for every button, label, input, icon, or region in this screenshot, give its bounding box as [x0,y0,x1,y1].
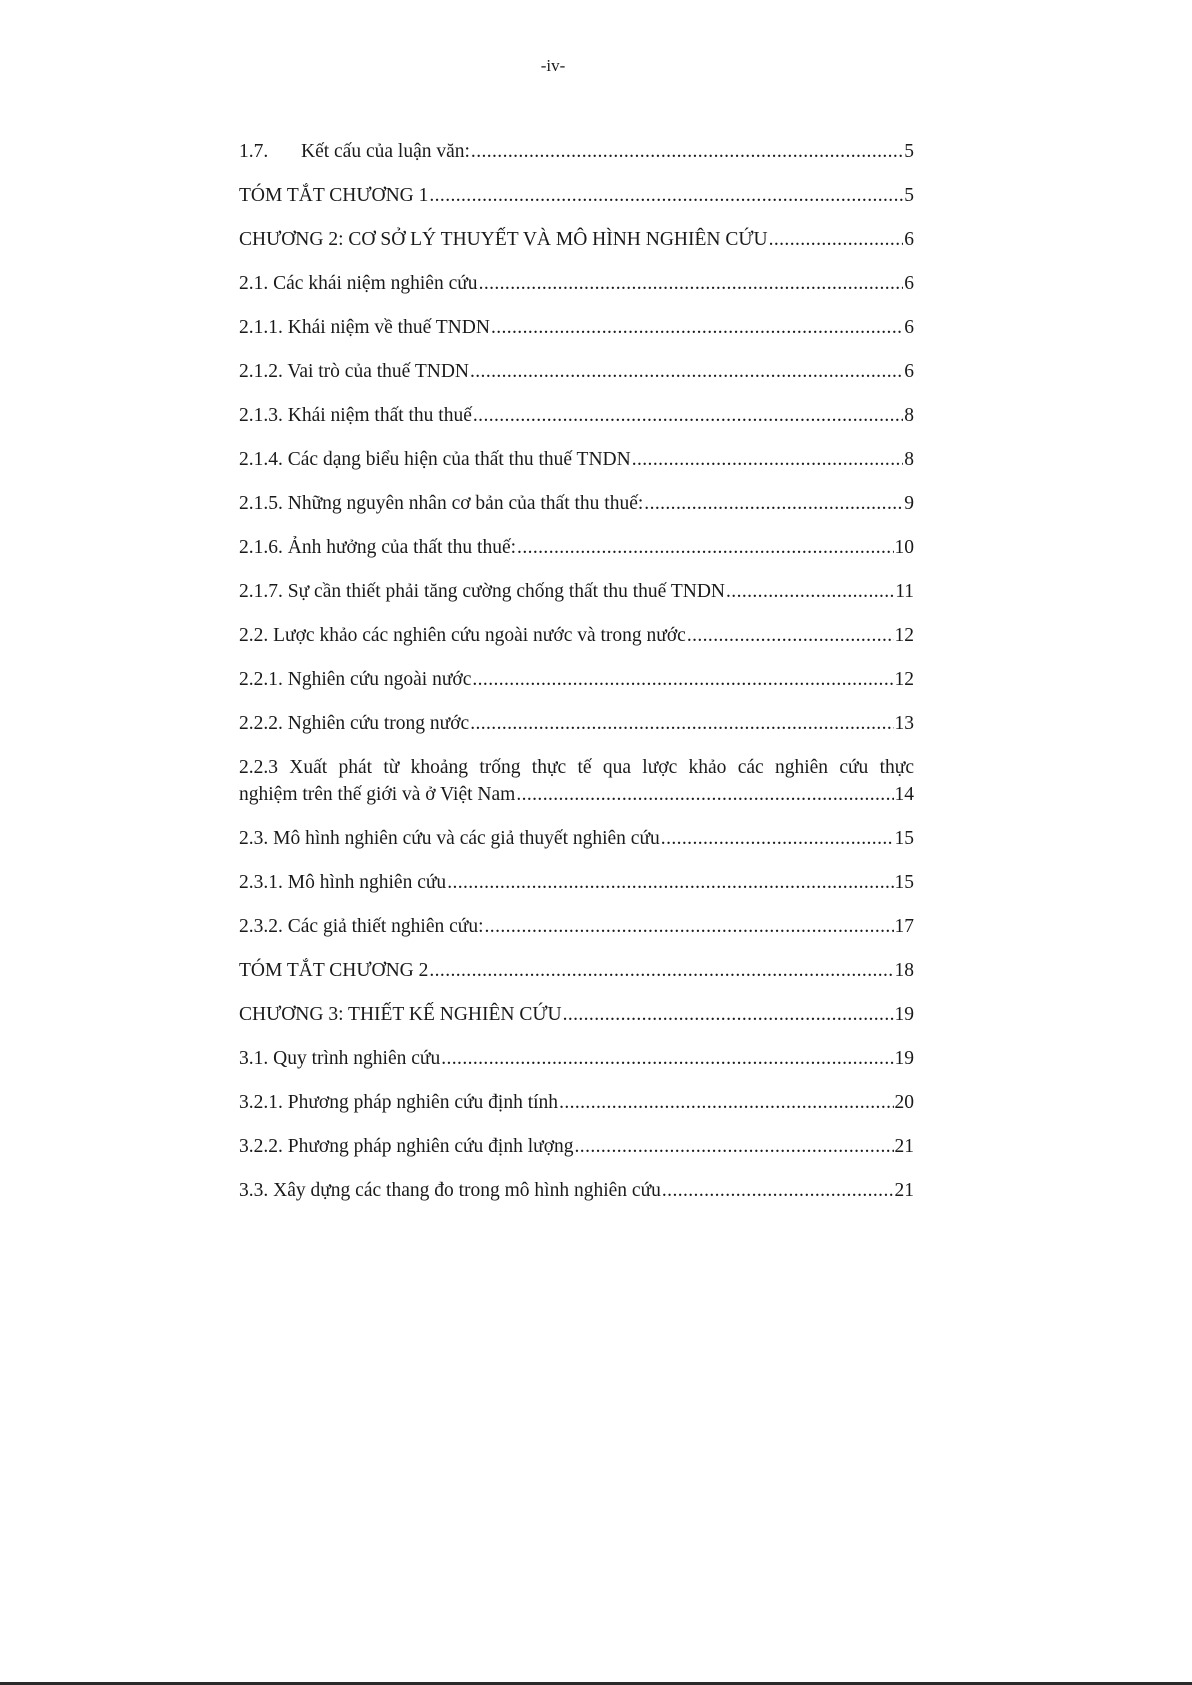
toc-leader-dots [632,446,904,473]
toc-entry[interactable] [239,490,914,534]
toc-entry[interactable] [239,1133,914,1177]
toc-entry-page: 12 [894,625,914,646]
toc-entry[interactable] [239,1045,914,1089]
toc-entry[interactable] [239,226,914,270]
toc-entry[interactable] [239,622,914,666]
toc-leader-dots [563,1001,894,1028]
toc-entry-title: 2.3.2. Các giả thiết nghiên cứu: [239,916,484,937]
toc-leader-dots [447,869,893,896]
toc-entry-title: 3.2.1. Phương pháp nghiên cứu định tính [239,1092,559,1113]
toc-leader-dots [687,622,894,649]
toc-entry[interactable] [239,666,914,710]
toc-entry-page: 6 [904,229,914,250]
toc-entry-page: 6 [904,273,914,294]
toc-entry-page: 12 [894,669,914,690]
toc-entry-title: 2.2. Lược khảo các nghiên cứu ngoài nước và trong nước [239,625,686,646]
toc-entry-title: 2.2.2. Nghiên cứu trong nước [239,713,470,734]
toc-entry[interactable] [239,314,914,358]
toc-entry[interactable] [239,913,914,957]
toc-leader-dots [441,1045,893,1072]
toc-entry-page: 19 [894,1004,914,1025]
toc-entry-title: TÓM TẮT CHƯƠNG 1 [239,185,429,206]
toc-entry[interactable] [239,446,914,490]
toc-entry-title: 3.3. Xây dựng các thang đo trong mô hình nghiên cứu [239,1180,661,1201]
toc-entry-title-line1: 2.2.3 Xuất phát từ khoảng trống thực tế qua lược khảo các nghiên cứu thực [239,757,914,778]
toc-leader-dots [429,957,893,984]
toc-entry-title: 2.1.2. Vai trò của thuế TNDN [239,361,469,382]
toc-entry-title: 2.1.3. Khái niệm thất thu thuế [239,405,472,426]
toc-entry[interactable] [239,270,914,314]
toc-entry[interactable] [239,534,914,578]
toc-entry-page: 17 [894,916,914,937]
toc-entry-page: 15 [894,872,914,893]
toc-leader-dots [491,314,903,341]
toc-entry-title: 2.2.1. Nghiên cứu ngoài nước [239,669,472,690]
toc-leader-dots [470,710,893,737]
toc-entry-title: CHƯƠNG 2: CƠ SỞ LÝ THUYẾT VÀ MÔ HÌNH NGHIÊN CỨU [239,229,768,250]
toc-entry-title-line2: nghiệm trên thế giới và ở Việt Nam [239,784,516,805]
toc-leader-dots [575,1133,894,1160]
toc-leader-dots [473,402,903,429]
toc-entry-page: 14 [894,784,914,805]
toc-leader-dots [479,270,904,297]
toc-leader-dots [429,182,903,209]
toc-leader-dots [662,1177,894,1204]
toc-entry-title: TÓM TẮT CHƯƠNG 2 [239,960,429,981]
toc-leader-dots [769,226,904,253]
toc-leader-dots [472,666,893,693]
toc-entry[interactable] [239,1089,914,1133]
table-of-contents [239,138,914,1221]
toc-entry-page: 21 [894,1136,914,1157]
toc-entry-title: CHƯƠNG 3: THIẾT KẾ NGHIÊN CỨU [239,1004,562,1025]
toc-leader-dots [485,913,894,940]
toc-entry-number: 1.7. [239,141,269,162]
toc-leader-dots [661,825,894,852]
toc-leader-dots [559,1089,893,1116]
toc-leader-dots [726,578,894,605]
toc-entry-page: 13 [894,713,914,734]
toc-leader-dots [471,138,903,165]
toc-entry[interactable] [239,182,914,226]
toc-leader-dots [644,490,903,517]
toc-entry-page: 8 [904,405,914,426]
toc-entry-title: 2.1.6. Ảnh hưởng của thất thu thuế: [239,537,517,558]
toc-entry[interactable] [239,402,914,446]
toc-entry-title: 2.1.4. Các dạng biểu hiện của thất thu thuế TNDN [239,449,631,470]
toc-entry[interactable] [239,825,914,869]
toc-entry-page: 6 [904,317,914,338]
toc-entry-page: 6 [904,361,914,382]
toc-entry-title: 3.1. Quy trình nghiên cứu [239,1048,441,1069]
toc-entry-page: 21 [894,1180,914,1201]
toc-entry-title: 3.2.2. Phương pháp nghiên cứu định lượng [239,1136,574,1157]
toc-entry[interactable] [239,358,914,402]
toc-entry-page: 18 [894,960,914,981]
toc-leader-dots [517,534,893,561]
toc-entry-page: 11 [895,581,914,602]
toc-entry-title: 2.1.5. Những nguyên nhân cơ bản của thất thu thuế: [239,493,644,514]
toc-entry[interactable] [239,957,914,1001]
toc-entry-title: 2.3.1. Mô hình nghiên cứu [239,872,447,893]
toc-entry-page: 20 [894,1092,914,1113]
toc-entry-page: 5 [904,185,914,206]
toc-entry-page: 8 [904,449,914,470]
toc-entry[interactable] [239,710,914,754]
toc-leader-dots [470,358,903,385]
toc-leader-dots [516,781,893,808]
toc-entry-title: 2.1. Các khái niệm nghiên cứu [239,273,478,294]
toc-entry-title: 2.3. Mô hình nghiên cứu và các giả thuyết nghiên cứu [239,828,660,849]
toc-entry-page: 19 [894,1048,914,1069]
toc-entry[interactable] [239,1001,914,1045]
toc-entry-page: 9 [904,493,914,514]
toc-entry[interactable] [239,578,914,622]
toc-entry-page: 15 [894,828,914,849]
toc-entry[interactable] [239,754,914,825]
toc-entry-title: Kết cấu của luận văn: [301,141,470,162]
toc-entry-page: 5 [904,141,914,162]
toc-entry-page: 10 [894,537,914,558]
toc-entry[interactable] [239,869,914,913]
toc-entry-title: 2.1.7. Sự cần thiết phải tăng cường chống thất thu thuế TNDN [239,581,726,602]
toc-entry[interactable] [239,1177,914,1221]
toc-entry-title: 2.1.1. Khái niệm về thuế TNDN [239,317,490,338]
page-number: -iv- [540,56,566,75]
toc-entry[interactable] [239,138,914,182]
